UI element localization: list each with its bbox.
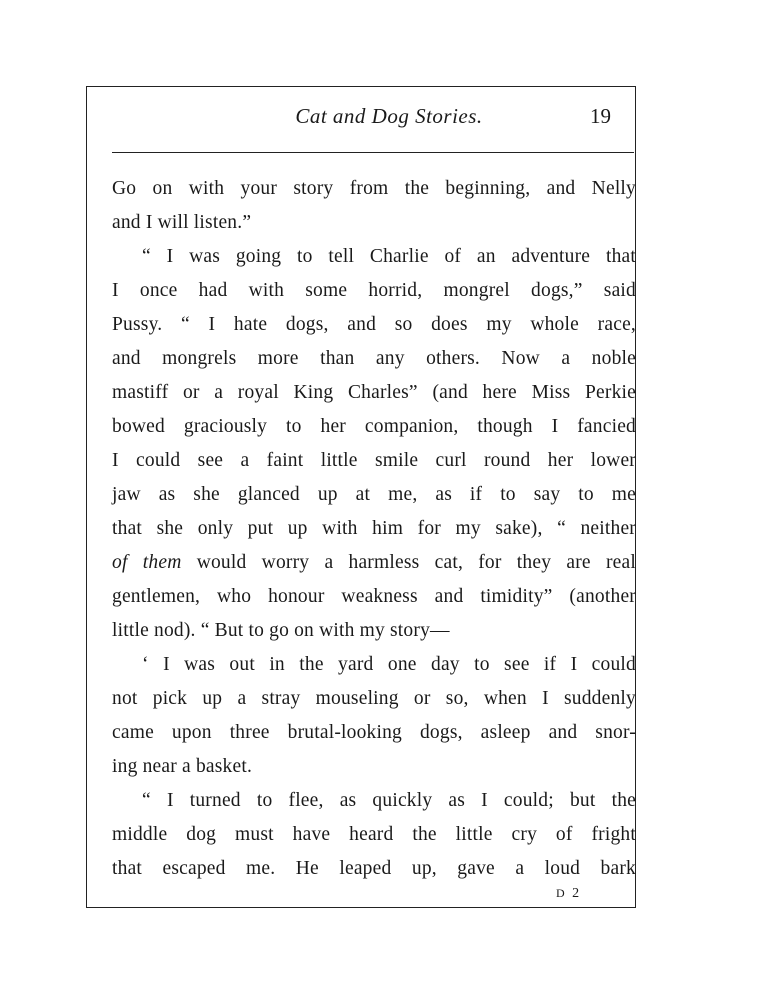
text-line: I could see a faint little smile curl round her lower bbox=[112, 450, 636, 471]
body-text bbox=[112, 172, 636, 886]
text-line: that escaped me. He leaped up, gave a loud bark bbox=[112, 858, 636, 879]
text-line: I once had with some horrid, mongrel dogs,” said bbox=[112, 280, 636, 301]
running-title: Cat and Dog Stories. bbox=[295, 104, 483, 128]
text-line: Go on with your story from the beginning, and Nelly bbox=[112, 178, 636, 199]
text-line: “ I was going to tell Charlie of an adventure that bbox=[142, 246, 636, 267]
text-line-rest: would worry a harmless cat, for they are real bbox=[196, 552, 636, 573]
printer-signature: D 2 bbox=[556, 886, 582, 901]
text-line: ‘ I was out in the yard one day to see if I could bbox=[142, 654, 636, 675]
text-line: and mongrels more than any others. Now a noble bbox=[112, 348, 636, 369]
text-line: mastiff or a royal King Charles” (and here Miss Perkie bbox=[112, 382, 636, 403]
text-line: “ I turned to flee, as quickly as I could; but the bbox=[142, 790, 636, 811]
text-line: Pussy. “ I hate dogs, and so does my whole race, bbox=[112, 314, 636, 335]
text-line: that she only put up with him for my sake), “ neither bbox=[112, 518, 636, 539]
text-line: middle dog must have heard the little cry of fright bbox=[112, 824, 636, 845]
text-line bbox=[112, 546, 636, 580]
text-line: came upon three brutal-looking dogs, asleep and snor- bbox=[112, 722, 636, 743]
text-line: little nod). “ But to go on with my story— bbox=[112, 620, 450, 641]
text-line: bowed graciously to her companion, though I fancied bbox=[112, 416, 636, 437]
text-line: not pick up a stray mouseling or so, when I suddenly bbox=[112, 688, 636, 709]
text-line: jaw as she glanced up at me, as if to say to me bbox=[112, 484, 636, 505]
header-rule bbox=[112, 152, 634, 153]
italic-phrase: of them bbox=[112, 552, 182, 573]
text-line: ing near a basket. bbox=[112, 756, 253, 777]
page-number: 19 bbox=[590, 104, 611, 128]
text-line: and I will listen.” bbox=[112, 212, 252, 233]
text-line: gentlemen, who honour weakness and timidity” (another bbox=[112, 586, 636, 607]
